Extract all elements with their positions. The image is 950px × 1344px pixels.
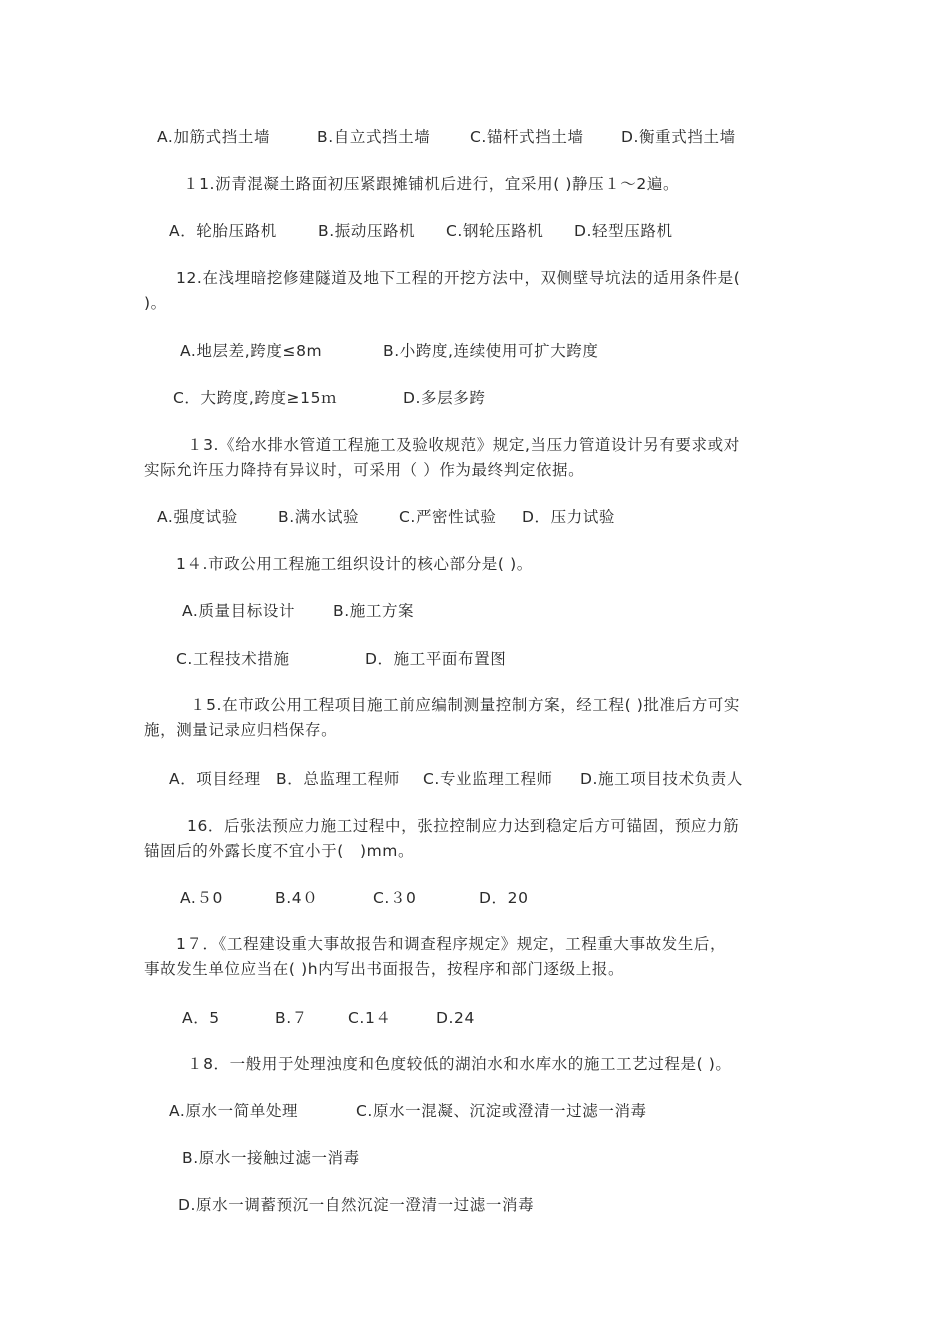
q15-option-b: B．总监理工程师 [276,770,400,788]
question-12-text-line2: )。 [144,294,167,312]
q13-option-d: D．压力试验 [522,508,616,526]
q14-option-a: A.质量目标设计 [182,602,296,620]
q14-option-b: B.施工方案 [333,602,415,620]
q18-option-c: C.原水一混凝、沉淀或澄清一过滤一消毒 [356,1102,647,1120]
q16-option-d: D．20 [479,889,529,907]
q12-option-c: C．大跨度,跨度≥15ｍ [173,389,338,407]
question-15-text-line1: １5.在市政公用工程项目施工前应编制测量控制方案，经工程( )批准后方可实 [190,696,741,714]
q16-option-b: B.4０ [275,889,319,907]
q12-option-d: D.多层多跨 [403,389,486,407]
q15-option-d: D.施工项目技术负责人 [580,770,743,788]
question-13-text-line1: １3.《给水排水管道工程施工及验收规范》规定,当压力管道设计另有要求或对 [187,436,740,454]
q10-option-a: A.加筋式挡土墙 [157,128,271,146]
q14-option-c: C.工程技术措施 [176,650,290,668]
question-16-text-line1: 16．后张法预应力施工过程中，张拉控制应力达到稳定后方可锚固，预应力筋 [187,817,740,835]
q18-option-a: A.原水一简单处理 [169,1102,299,1120]
q10-option-c: C.锚杆式挡土墙 [470,128,584,146]
question-13-text-line2: 实际允许压力降持有异议时，可采用（ ）作为最终判定依据。 [144,461,585,479]
q17-option-a: A．5 [182,1009,220,1027]
q15-option-c: C.专业监理工程师 [423,770,553,788]
question-12-text-line1: 12.在浅埋暗挖修建隧道及地下工程的开挖方法中，双侧壁导坑法的适用条件是( [176,269,741,287]
question-14-text: 1４.市政公用工程施工组织设计的核心部分是( )。 [176,555,533,573]
question-11-text: １1.沥青混凝土路面初压紧跟摊铺机后进行，宜采用( )静压１～2遍。 [183,175,680,193]
question-15-text-line2: 施，测量记录应归档保存。 [144,721,338,739]
question-17-text-line2: 事故发生单位应当在( )h内写出书面报告，按程序和部门逐级上报。 [144,960,625,978]
q15-option-a: A．项目经理 [169,770,261,788]
q16-option-a: A.５0 [180,889,224,907]
question-16-text-line2: 锚固后的外露长度不宜小于( )mm。 [144,842,415,860]
q17-option-d: D.24 [436,1009,475,1027]
q12-option-a: A.地层差,跨度≤8m [180,342,323,360]
q13-option-a: A.强度试验 [157,508,238,526]
q11-option-c: C.钢轮压路机 [446,222,544,240]
q10-option-d: D.衡重式挡土墙 [621,128,736,146]
q18-option-b: B.原水一接触过滤一消毒 [182,1149,360,1167]
q17-option-b: B.７ [275,1009,308,1027]
question-18-text: １8．一般用于处理浊度和色度较低的湖泊水和水库水的施工工艺过程是( )。 [187,1055,732,1073]
q16-option-c: C.３0 [373,889,417,907]
q10-option-b: B.自立式挡土墙 [317,128,431,146]
q13-option-c: C.严密性试验 [399,508,497,526]
q12-option-b: B.小跨度,连续使用可扩大跨度 [383,342,599,360]
question-17-text-line1: 1７．《工程建设重大事故报告和调查程序规定》规定，工程重大事故发生后， [176,935,727,953]
q14-option-d: D．施工平面布置图 [365,650,507,668]
q11-option-d: D.轻型压路机 [574,222,673,240]
q11-option-b: B.振动压路机 [318,222,416,240]
q13-option-b: B.满水试验 [278,508,360,526]
q11-option-a: A．轮胎压路机 [169,222,277,240]
q17-option-c: C.1４ [348,1009,392,1027]
q18-option-d: D.原水一调蓄预沉一自然沉淀一澄清一过滤一消毒 [178,1196,535,1214]
